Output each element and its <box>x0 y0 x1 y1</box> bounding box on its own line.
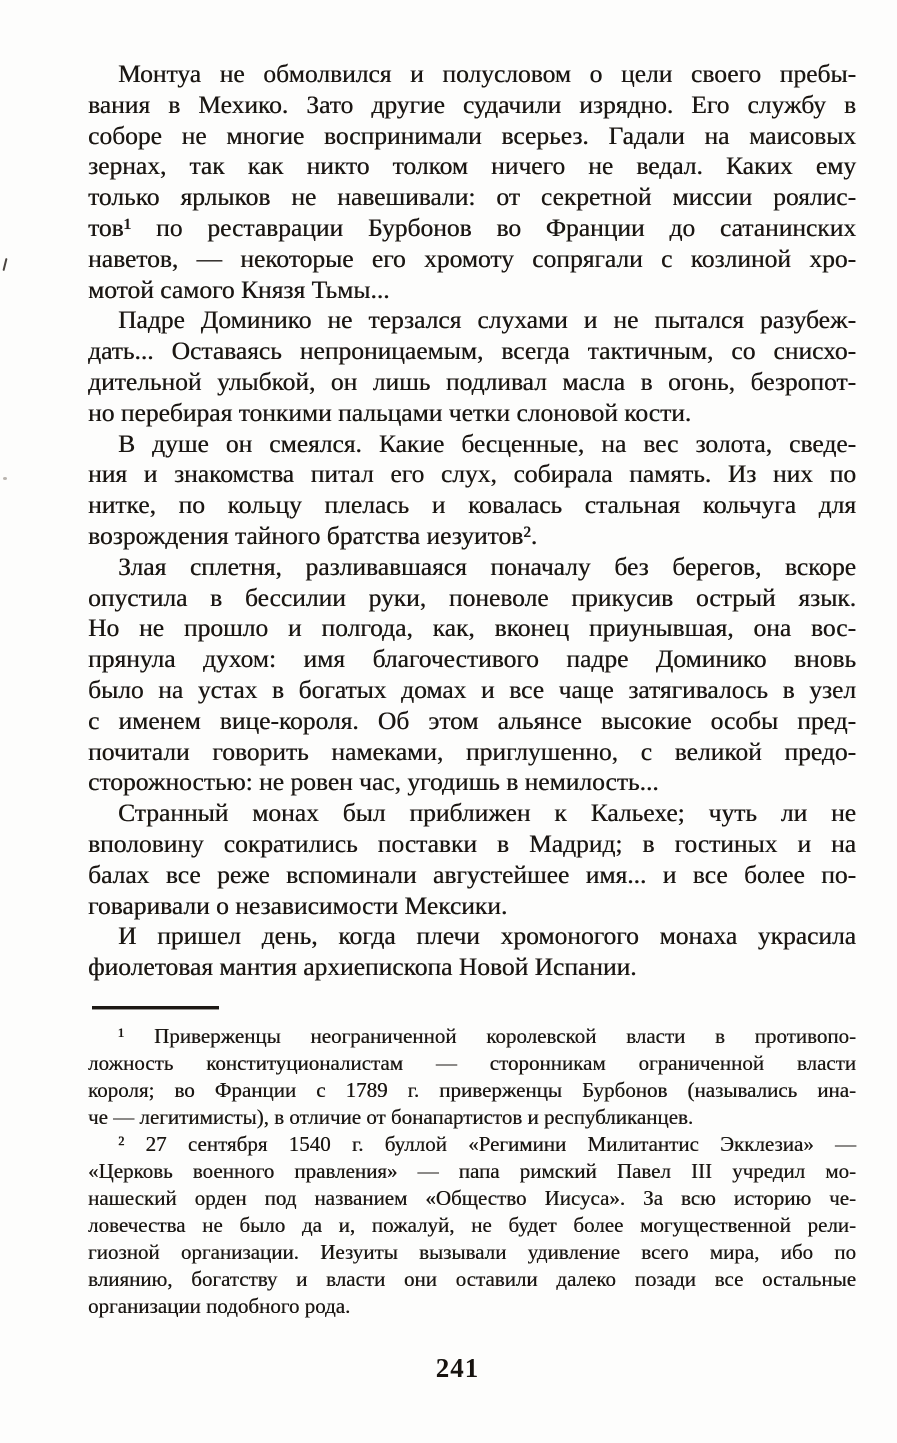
paragraph <box>88 305 856 428</box>
text-line: соборе не многие воспринимали всерьез. Гадали на маисовых <box>88 120 856 150</box>
text-line: вполовину сократились поставки в Мадрид; в гостиных и на <box>88 828 856 858</box>
paragraph <box>88 921 856 983</box>
text-line: ² 27 сентября 1540 г. буллой «Регимини Милитантис Экклезиа» — <box>118 1132 856 1156</box>
footnotes-block <box>88 1023 856 1320</box>
text-line: В душе он смеялся. Какие бесценные, на вес золота, сведе- <box>118 428 856 458</box>
footnote-divider <box>92 1006 219 1009</box>
text-line: фиолетовая мантия архиепископа Новой Испании. <box>88 952 637 982</box>
footnote <box>88 1023 856 1131</box>
text-line: но перебирая тонкими пальцами четки слоновой кости. <box>88 397 692 427</box>
text-line: наветов, — некоторые его хромоту сопрягали с козлиной хро- <box>88 243 856 273</box>
footnote <box>88 1131 856 1320</box>
page-number: 241 <box>435 1353 480 1383</box>
text-line: только ярлыков не навешивали: от секретной миссии роялис- <box>88 182 856 212</box>
text-line: ловечества не было да и, пожалуй, не будет более могущественной рели- <box>88 1213 856 1237</box>
text-line: организации подобного рода. <box>88 1294 351 1318</box>
text-line: гиозной организации. Иезуиты вызывали удивление всего мира, ибо по <box>88 1240 856 1264</box>
text-line: сторожностью: не ровен час, угодишь в немилость... <box>88 767 659 797</box>
text-line: дать... Оставаясь непроницаемым, всегда тактичным, со снисхо- <box>88 336 856 366</box>
text-line: балах все реже вспоминали августейшее имя... и все более по- <box>88 859 856 889</box>
text-line: нитке, по кольцу плелась и ковалась стальная кольчуга для <box>88 490 856 520</box>
text-line: ¹ Приверженцы неограниченной королевской власти в противопо- <box>118 1024 856 1048</box>
text-line: возрождения тайного братства иезуитов². <box>88 520 538 550</box>
text-line: с именем вице-короля. Об этом альянсе высокие особы пред- <box>88 705 856 735</box>
scan-artifact <box>2 258 7 271</box>
text-line: почитали говорить намеками, приглушенно, с великой предо- <box>88 736 856 766</box>
text-line: Падре Доминико не терзался слухами и не пытался разубеж- <box>118 305 856 335</box>
text-line: тов¹ по реставрации Бурбонов во Франции до сатанинских <box>88 212 856 242</box>
text-line: И пришел день, когда плечи хромоногого монаха украсила <box>118 921 856 951</box>
text-line: Но не прошло и полгода, как, вконец приунывшая, она вос- <box>88 613 856 643</box>
text-line: говаривали о независимости Мексики. <box>88 890 508 920</box>
text-line: было на устах в богатых домах и все чаще затягивалось в узел <box>88 674 856 704</box>
text-line: ния и знакомства питал его слух, собирала память. Из них по <box>88 459 856 489</box>
text-line: Монтуа не обмолвился и полусловом о цели своего пребы- <box>118 59 856 88</box>
text-line: зернах, так как никто толком ничего не ведал. Каких ему <box>88 151 856 181</box>
text-line: «Церковь военного правления» — папа римский Павел III учредил мо- <box>88 1159 856 1183</box>
text-line: ложность конституционалистам — сторонникам ограниченной власти <box>88 1051 856 1075</box>
text-line: Странный монах был приближен к Кальехе; чуть ли не <box>118 798 856 828</box>
main-text-block <box>88 59 856 983</box>
paragraph <box>88 552 856 798</box>
scan-artifact <box>3 477 7 480</box>
text-line: опустила в бессилии руки, поневоле прикусив острый язык. <box>88 582 856 612</box>
text-line: нашеский орден под названием «Общество Иисуса». За всю историю че- <box>88 1186 856 1210</box>
text-line: дительной улыбкой, он лишь подливал масла в огонь, безропот- <box>88 366 856 396</box>
paragraph <box>88 798 856 921</box>
text-line: вания в Мехико. Зато другие судачили изрядно. Его службу в <box>88 89 856 119</box>
text-line: Злая сплетня, разливавшаяся поначалу без берегов, вскоре <box>118 551 856 581</box>
text-line: короля; во Франции с 1789 г. приверженцы Бурбонов (назывались ина- <box>88 1078 856 1102</box>
text-line: че — легитимисты), в отличие от бонапартистов и республиканцев. <box>88 1105 694 1129</box>
paragraph <box>88 59 856 305</box>
text-line: прянула духом: имя благочестивого падре Доминико вновь <box>88 644 856 674</box>
paragraph <box>88 429 856 552</box>
text-line: влиянию, богатству и власти они оставили далеко позади все остальные <box>88 1267 856 1291</box>
text-line: мотой самого Князя Тьмы... <box>88 274 390 304</box>
